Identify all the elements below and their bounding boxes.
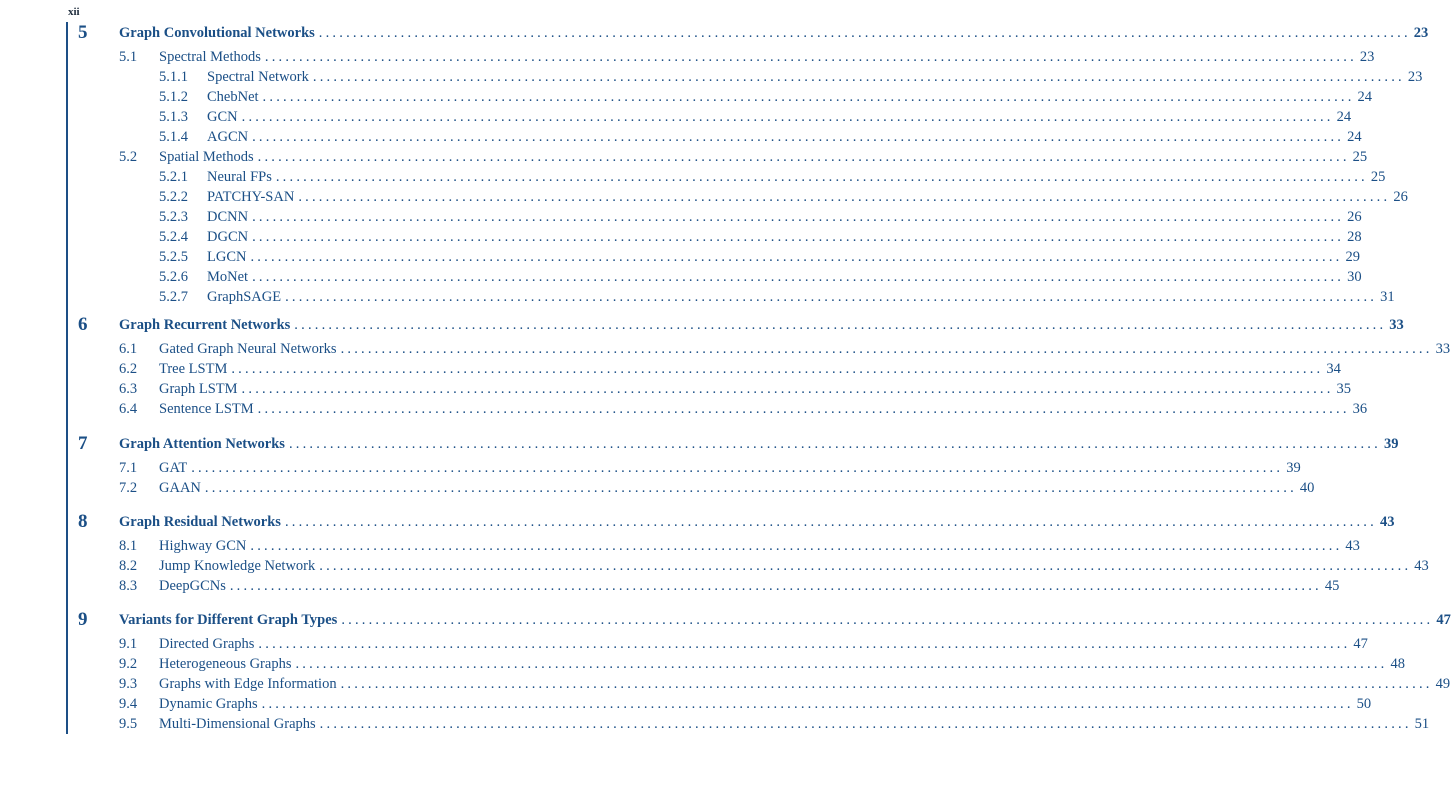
subsection-page: 26 — [1347, 209, 1362, 225]
section-title: Gated Graph Neural Networks — [159, 341, 337, 357]
subsection-page: 24 — [1357, 89, 1373, 105]
chapter-title: Graph Recurrent Networks — [119, 317, 291, 333]
section-title: Spatial Methods — [159, 149, 254, 165]
section-number: 8.3 — [119, 578, 138, 594]
subsection-number: 5.1.4 — [159, 129, 188, 145]
section-page: 48 — [1390, 656, 1405, 672]
subsection-entry[interactable] — [0, 267, 1362, 287]
section-title: Directed Graphs — [159, 636, 255, 652]
subsection-title: Neural FPs — [207, 169, 272, 185]
chapter-number: 6 — [78, 314, 88, 335]
section-title: Dynamic Graphs — [159, 696, 258, 712]
chapter-5 — [0, 22, 1429, 307]
chapter-8 — [0, 511, 1429, 596]
section-title: Tree LSTM — [159, 361, 228, 377]
section-number: 6.1 — [119, 341, 138, 357]
section-page: 40 — [1299, 480, 1315, 496]
section-page: 25 — [1352, 149, 1368, 165]
subsection-number: 5.1.2 — [159, 89, 188, 105]
subsection-entry[interactable] — [0, 127, 1362, 147]
dot-leader: ................................................................................................................................................................ — [340, 676, 1433, 692]
section-page: 45 — [1324, 578, 1340, 594]
dot-leader: ................................................................................................................................................................ — [284, 514, 1377, 530]
section-page: 35 — [1336, 381, 1352, 397]
section-entry[interactable] — [0, 339, 1451, 359]
section-number: 7.1 — [119, 460, 138, 476]
dot-leader: ................................................................................................................................................................ — [285, 289, 1378, 305]
dot-leader: ................................................................................................................................................................ — [250, 249, 1343, 265]
section-number: 8.1 — [119, 538, 138, 554]
section-title: Heterogeneous Graphs — [159, 656, 292, 672]
dot-leader: ................................................................................................................................................................ — [257, 401, 1350, 417]
subsection-title: DCNN — [207, 209, 249, 225]
dot-leader: ................................................................................................................................................................ — [294, 317, 1387, 333]
section-number: 9.4 — [119, 696, 138, 712]
chapter-number: 7 — [78, 433, 88, 454]
dot-leader: ................................................................................................................................................................ — [250, 538, 1343, 554]
subsection-number: 5.2.4 — [159, 229, 188, 245]
section-number: 6.3 — [119, 381, 138, 397]
section-title: Sentence LSTM — [159, 401, 254, 417]
dot-leader: ................................................................................................................................................................ — [275, 169, 1368, 185]
page-number: xii — [68, 6, 80, 18]
dot-leader: ................................................................................................................................................................ — [252, 209, 1345, 225]
section-number: 9.1 — [119, 636, 138, 652]
section-entry[interactable] — [0, 674, 1451, 694]
subsection-entry[interactable] — [0, 167, 1386, 187]
subsection-page: 25 — [1370, 169, 1386, 185]
chapter-heading[interactable] — [0, 314, 1404, 336]
subsection-page: 30 — [1347, 269, 1362, 285]
section-entry[interactable] — [0, 536, 1360, 556]
chapter-heading[interactable] — [0, 609, 1451, 631]
section-entry[interactable] — [0, 147, 1368, 167]
subsection-page: 23 — [1407, 69, 1423, 85]
chapter-number: 5 — [78, 22, 88, 43]
section-number: 6.2 — [119, 361, 138, 377]
section-entry[interactable] — [0, 634, 1368, 654]
subsection-number: 5.1.1 — [159, 69, 188, 85]
section-page: 33 — [1435, 341, 1451, 357]
subsection-number: 5.1.3 — [159, 109, 188, 125]
dot-leader: ................................................................................................................................................................ — [262, 89, 1355, 105]
section-page: 49 — [1435, 676, 1451, 692]
chapter-page: 39 — [1383, 436, 1399, 452]
section-number: 5.1 — [119, 49, 138, 65]
section-number: 5.2 — [119, 149, 138, 165]
subsection-number: 5.2.7 — [159, 289, 188, 305]
section-page: 43 — [1414, 558, 1429, 574]
section-entry[interactable] — [0, 576, 1340, 596]
subsection-number: 5.2.5 — [159, 249, 188, 265]
section-title: Multi-Dimensional Graphs — [159, 716, 316, 732]
subsection-title: LGCN — [207, 249, 247, 265]
dot-leader: ................................................................................................................................................................ — [264, 49, 1357, 65]
dot-leader: ................................................................................................................................................................ — [231, 361, 1324, 377]
section-entry[interactable] — [0, 478, 1315, 498]
dot-leader: ................................................................................................................................................................ — [318, 25, 1411, 41]
subsection-entry[interactable] — [0, 107, 1352, 127]
subsection-title: AGCN — [207, 129, 249, 145]
section-entry[interactable] — [0, 379, 1352, 399]
section-page: 50 — [1356, 696, 1372, 712]
subsection-number: 5.2.2 — [159, 189, 188, 205]
section-title: Jump Knowledge Network — [159, 558, 316, 574]
subsection-entry[interactable] — [0, 87, 1373, 107]
section-title: DeepGCNs — [159, 578, 226, 594]
subsection-page: 24 — [1336, 109, 1352, 125]
chapter-7 — [0, 433, 1399, 498]
section-page: 47 — [1353, 636, 1368, 652]
chapter-heading[interactable] — [0, 22, 1429, 44]
chapter-page: 23 — [1413, 25, 1429, 41]
section-title: Graphs with Edge Information — [159, 676, 337, 692]
section-page: 39 — [1286, 460, 1301, 476]
dot-leader: ................................................................................................................................................................ — [257, 149, 1350, 165]
section-entry[interactable] — [0, 556, 1429, 576]
subsection-page: 29 — [1345, 249, 1360, 265]
section-page: 51 — [1414, 716, 1430, 732]
chapter-page: 47 — [1436, 612, 1451, 628]
dot-leader: ................................................................................................................................................................ — [261, 696, 1354, 712]
subsection-title: GCN — [207, 109, 238, 125]
section-entry[interactable] — [0, 714, 1430, 734]
subsection-entry[interactable] — [0, 287, 1395, 307]
chapter-title: Graph Attention Networks — [119, 436, 285, 452]
section-title: Spectral Methods — [159, 49, 261, 65]
dot-leader: ................................................................................................................................................................ — [252, 229, 1345, 245]
section-entry[interactable] — [0, 694, 1372, 714]
chapter-number: 9 — [78, 609, 88, 630]
dot-leader: ................................................................................................................................................................ — [241, 109, 1334, 125]
subsection-entry[interactable] — [0, 227, 1362, 247]
dot-leader: ................................................................................................................................................................ — [319, 716, 1412, 732]
chapter-heading[interactable] — [0, 433, 1399, 455]
subsection-entry[interactable] — [0, 187, 1408, 207]
section-number: 8.2 — [119, 558, 138, 574]
subsection-entry[interactable] — [0, 67, 1423, 87]
section-entry[interactable] — [0, 458, 1301, 478]
chapter-number: 8 — [78, 511, 88, 532]
subsection-title: ChebNet — [207, 89, 259, 105]
dot-leader: ................................................................................................................................................................ — [340, 341, 1433, 357]
section-number: 9.5 — [119, 716, 138, 732]
dot-leader: ................................................................................................................................................................ — [319, 558, 1412, 574]
dot-leader: ................................................................................................................................................................ — [312, 69, 1405, 85]
dot-leader: ................................................................................................................................................................ — [204, 480, 1297, 496]
section-title: GAT — [159, 460, 188, 476]
chapter-heading[interactable] — [0, 511, 1395, 533]
subsection-number: 5.2.1 — [159, 169, 188, 185]
chapter-page: 43 — [1379, 514, 1395, 530]
section-number: 6.4 — [119, 401, 138, 417]
section-page: 34 — [1326, 361, 1341, 377]
dot-leader: ................................................................................................................................................................ — [252, 129, 1345, 145]
subsection-number: 5.2.6 — [159, 269, 188, 285]
subsection-title: Spectral Network — [207, 69, 309, 85]
subsection-title: MoNet — [207, 269, 249, 285]
section-entry[interactable] — [0, 359, 1341, 379]
section-entry[interactable] — [0, 47, 1375, 67]
subsection-page: 26 — [1393, 189, 1408, 205]
subsection-title: DGCN — [207, 229, 249, 245]
subsection-page: 28 — [1347, 229, 1362, 245]
subsection-number: 5.2.3 — [159, 209, 188, 225]
dot-leader: ................................................................................................................................................................ — [295, 656, 1388, 672]
section-entry[interactable] — [0, 654, 1405, 674]
chapter-page: 33 — [1389, 317, 1404, 333]
dot-leader: ................................................................................................................................................................ — [229, 578, 1322, 594]
section-entry[interactable] — [0, 399, 1368, 419]
chapter-title: Variants for Different Graph Types — [119, 612, 338, 628]
subsection-title: PATCHY-SAN — [207, 189, 295, 205]
dot-leader: ................................................................................................................................................................ — [258, 636, 1351, 652]
dot-leader: ................................................................................................................................................................ — [288, 436, 1381, 452]
section-title: Graph LSTM — [159, 381, 238, 397]
chapter-6 — [0, 314, 1451, 419]
chapter-title: Graph Convolutional Networks — [119, 25, 315, 41]
subsection-page: 24 — [1347, 129, 1362, 145]
chapter-9 — [0, 609, 1451, 734]
section-number: 9.2 — [119, 656, 138, 672]
section-title: GAAN — [159, 480, 201, 496]
subsection-page: 31 — [1380, 289, 1395, 305]
dot-leader: ................................................................................................................................................................ — [191, 460, 1284, 476]
section-page: 36 — [1352, 401, 1368, 417]
dot-leader: ................................................................................................................................................................ — [252, 269, 1345, 285]
chapter-title: Graph Residual Networks — [119, 514, 281, 530]
subsection-title: GraphSAGE — [207, 289, 282, 305]
section-page: 23 — [1359, 49, 1375, 65]
section-number: 7.2 — [119, 480, 138, 496]
subsection-entry[interactable] — [0, 207, 1362, 227]
dot-leader: ................................................................................................................................................................ — [298, 189, 1391, 205]
section-number: 9.3 — [119, 676, 138, 692]
dot-leader: ................................................................................................................................................................ — [341, 612, 1434, 628]
subsection-entry[interactable] — [0, 247, 1360, 267]
section-title: Highway GCN — [159, 538, 247, 554]
section-page: 43 — [1345, 538, 1360, 554]
dot-leader: ................................................................................................................................................................ — [241, 381, 1334, 397]
